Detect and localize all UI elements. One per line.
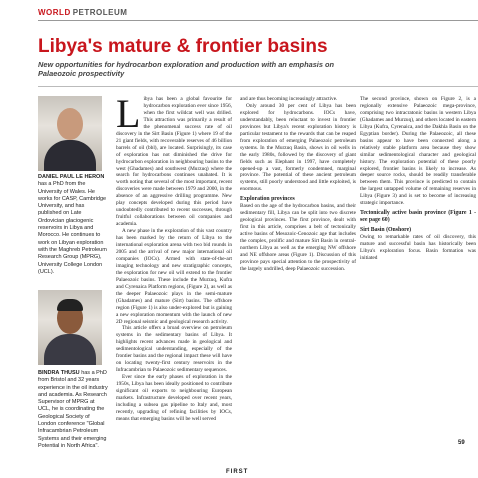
body-column-2 <box>240 96 356 273</box>
subhead-sirt-basin: Sirt Basin (Onshore) <box>360 227 412 234</box>
top-rule <box>38 20 478 21</box>
paragraph: A new phase in the exploration of this vast country has been marked by the return of Libya to the international exploration arena with two bid rounds in 2005 and the arrival of new major international oil companies (IOCs). Armed with state-of-the-art imaging technology and new stratigraphic concepts, the exploration for new oil will extend to the frontier Palaeozoic basins. These include the Murzuq, Kufra and Cyrenaica Platform regions, (Figure 2), as well as the deeper Palaeozoic plays in the semi-mature (Ghadames) and mature (Sirt) basins. The offshore region (Figure 1) is also under-explored but is gaining a new exploration momentum with the launch of new 2D regional seismic and geological research activity. <box>116 228 232 325</box>
paragraph: Only around 30 per cent of Libya has been explored for hydrocarbons. IOCs have, understandably, been reluctant to invest in frontier provinces but Libya's recent exploration history is particular testament to the rewards that can be reaped from exploration of emerging Palaeozoic petroleum systems. In the Murzuq Basin, shows in oil wells in the early 1980s, followed by the discovery of giant fields such as Elephant in 1997, have completely opened-up a vast, formerly condemned, marginal province. The potential of these ancient petroleum systems, still poorly understood and little exploited, is enormous. <box>240 102 356 193</box>
paragraph: Based on the age of the hydrocarbon basins, and their sedimentary fill, Libya can be split into two discrete geological provinces. The first province, dealt with first in this article, comprises a belt of tectonically active basins of Mesozoic-Cenozoic age that includes the complex, prolific and mature Sirt Basin in central-northern Libya as well as the emerging NW offshore and NE offshore areas (Figure 1). Discussion of this province pays special attention to the prospectivity of the largely undrilled, deep Palaeozoic succession. <box>240 203 356 272</box>
author-bio-text: has a PhD from the University of Wales. He works for CASP, Cambridge University, and has published on Late Ordovician glaciogenic reservoirs in Libya and Morocco. He continues to work on Libyan exploration with the Maghreb Petroleum Research Group (MPRG), University College London (UCL). <box>38 181 107 275</box>
author-name: BINDRA THUSU <box>38 370 80 376</box>
standfirst-rule <box>38 86 478 87</box>
section-tag-world: WORLD <box>38 8 71 17</box>
drop-cap: L <box>116 91 141 136</box>
subhead-exploration-provinces: Exploration provinces <box>240 196 295 203</box>
subhead-tectonic-province: Tectonically active basin province (Figure 1 - see page 60) <box>360 210 476 224</box>
paragraph: Ever since the early phases of exploration in the 1950s, Libya has been ideally positioned to contribute significant oil exports to neighbouring European markets. Infrastructure developed over recent years, including a subsea gas pipeline to Italy and, most recently, upgrading of refining facilities by IOCs, means that emerging basins will be well served <box>116 374 232 422</box>
section-tag <box>38 8 127 17</box>
paragraph: The second province, shown on Figure 2, is a regionally extensive Palaeozoic mega-province, comprising two intracratonic basins in western Libya (Ghadames and Murzuq), and others located in eastern Libya (Kufra, Cyrenaica, and the Dakhla Basin on the Egyptian border). During the Palaeozoic, all these basins appear to have been connected along a relatively stable platform area because they show similar sedimentological character and geological history. The exploration potential of these poorly explored, frontier basins is likely to increase. As deeper source rocks, should be readily transferable between them. This province is predicted to contain the largest untapped volume of remaining reserves in Libya (Figure 3) and is set to become of increasing strategic importance. <box>360 96 476 207</box>
body-column-3 <box>360 96 476 262</box>
page-number: 59 <box>458 440 465 446</box>
footer-logo: FIRST <box>226 469 249 475</box>
author-bio-le-heron <box>38 174 108 276</box>
paragraph: and are thus becoming increasingly attractive. <box>240 96 338 102</box>
author-photo-le-heron <box>38 96 102 171</box>
paragraph: This article offers a broad overview on petroleum systems in the sedimentary basins of Libya. It highlights recent advances made in geological and sedimentological understanding, especially of the frontier basins and the regional impact these will have on locating twenty-first century reservoirs in the Infracambrian to Palaeozoic sedimentary sequences. <box>116 325 232 374</box>
article-standfirst: New opportunities for hydrocarbon exploration and production with an emphasis on Palaeozoic prospectivity <box>38 60 335 78</box>
article-title: Libya's mature & frontier basins <box>38 36 328 57</box>
paragraph: Owing to remarkable rates of oil discovery, this mature and successful basin has historically been Libya's exploration focus. Basin formation was initiated <box>360 234 476 261</box>
author-name: DANIEL PAUL LE HERON <box>38 174 105 180</box>
author-bio-thusu <box>38 370 108 450</box>
author-photo-thusu <box>38 290 102 365</box>
paragraph: Libya has been a global favourite for hydrocarbon exploration ever since 1956, when the first wildcat well was drilled. This attraction was primarily a result of the phenomenal success rate of oil discovery in the Sirt Basin (Figure 1) where 19 of the 21 giant fields, with recoverable reserves of 46 billion barrels of oil (bbl), are located. Surprisingly, its case of exploration has not diminished the drive for hydrocarbon exploration in neighbouring basins to the west (Ghadames) and southwest (Murzuq) where the search for hydrocarbons continues unabated. It is worth noting that several of the most important, recent discoveries were made between 1979 and 2000, in the absence of an aggressive drilling programme. New play concepts developed during this period have undoubtedly contributed to recent successes, through fruitful collaborations between oil companies and academia. <box>116 91 232 228</box>
body-column-1 <box>116 91 232 423</box>
section-tag-petroleum: PETROLEUM <box>72 8 128 17</box>
author-bio-text: has a PhD from Bristol and 32 years experience in the oil industry and academia. As Research Supervisor of MPRG at UCL, he is coordinating the Geological Society of London conference "Global Infracambrian Petroleum Systems and their emerging Potential in North Africa". <box>38 370 108 449</box>
